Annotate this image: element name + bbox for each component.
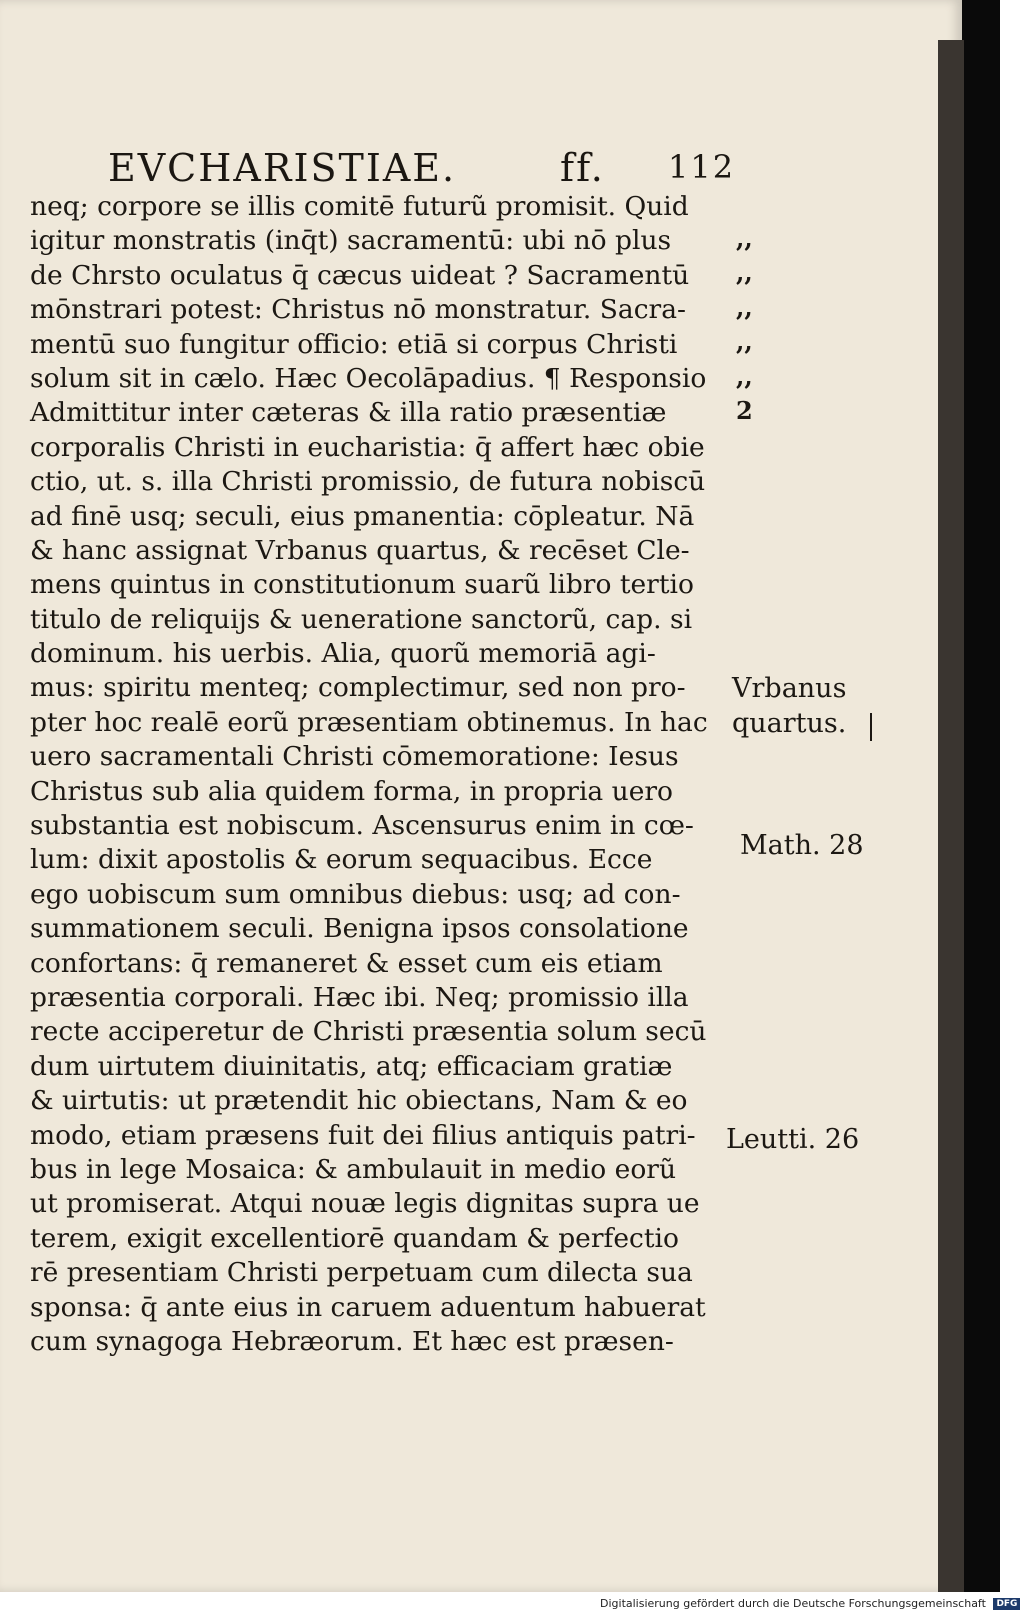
text-line: mōnstrari potest: Christus nō monstratur. Sacra- xyxy=(30,294,686,326)
text-line: recte acciperetur de Christi præsentia solum secū xyxy=(30,1016,707,1048)
quote-mark: ,, xyxy=(736,327,753,357)
text-line: sponsa: q̄ ante eius in caruem aduentum habuerat xyxy=(30,1291,706,1323)
text-line: cum synagoga Hebræorum. Et hæc est præsen- xyxy=(30,1325,674,1357)
text-line: mentū suo fungitur officio: etiā si corpus Christi xyxy=(30,328,678,360)
text-line: de Chrsto oculatus q̄ cæcus uideat ? Sacramentū xyxy=(30,259,690,291)
text-line: ad finē usq; seculi, eius pmanentia: cōpleatur. Nā xyxy=(30,500,695,532)
marginal-note-leuit: Leutti. 26 xyxy=(726,1124,860,1155)
quotation-marks xyxy=(736,222,770,428)
text-line: præsentia corporali. Hæc ibi. Neq; promissio illa xyxy=(30,981,689,1013)
text-line: corporalis Christi in eucharistia: q̄ affert hæc obie xyxy=(30,431,705,463)
running-head xyxy=(108,146,736,190)
text-line: summationem seculi. Benigna ipsos consolatione xyxy=(30,913,689,945)
marginal-bracket xyxy=(870,713,872,741)
text-line: dominum. his uerbis. Alia, quorũ memoriā agi- xyxy=(30,638,656,670)
text-line: Christus sub alia quidem forma, in propria uero xyxy=(30,775,674,807)
quote-mark: ,, xyxy=(736,292,753,322)
signature-mark: ff. xyxy=(560,146,605,190)
text-line: uero sacramentali Christi cōmemoratione: Iesus xyxy=(30,741,679,773)
text-line: confortans: q̄ remaneret & esset cum eis etiam xyxy=(30,947,663,979)
text-line: dum uirtutem diuinitatis, atq; efficaciam gratiæ xyxy=(30,1050,673,1082)
text-line: bus in lege Mosaica: & ambulauit in medio eorũ xyxy=(30,1153,677,1185)
text-line: igitur monstratis (inq̄t) sacramentū: ubi nō plus xyxy=(30,225,672,257)
marginal-note-math: Math. 28 xyxy=(740,830,864,861)
text-line: lum: dixit apostolis & eorum sequacibus. Ecce xyxy=(30,844,653,876)
body-text xyxy=(30,190,730,1359)
quote-mark: ,, xyxy=(736,224,753,253)
quote-mark: ,, xyxy=(736,361,753,391)
text-line: ctio, ut. s. illa Christi promissio, de futura nobiscū xyxy=(30,466,706,498)
text-line: pter hoc realē eorũ præsentiam obtinemus. In hac xyxy=(30,706,708,738)
text-line: substantia est nobiscum. Ascensurus enim in cœ- xyxy=(30,810,694,842)
text-line: rē presentiam Christi perpetuam cum dilecta sua xyxy=(30,1257,693,1289)
marginal-note-urbanus: Vrbanus xyxy=(732,673,847,704)
text-line: mus: spiritu menteq; complectimur, sed non pro- xyxy=(30,672,686,704)
text-line: mens quintus in constitutionum suarũ libro tertio xyxy=(30,569,694,601)
text-line: titulo de reliquijs & ueneratione sanctorũ, cap. si xyxy=(30,603,693,635)
folio-number: 112 xyxy=(668,148,736,186)
text-line: neq; corpore se illis comitē futurũ promisit. Quid xyxy=(30,191,689,222)
text-line: Admittitur inter cæteras & illa ratio præsentiæ xyxy=(30,397,667,429)
marginal-note-quartus: quartus. xyxy=(732,708,847,739)
running-head-title: EVCHARISTIAE. xyxy=(108,146,457,190)
digitization-credit xyxy=(600,1595,1018,1613)
text-line: terem, exigit excellentiorē quandam & perfectio xyxy=(30,1222,679,1254)
text-line: ego uobiscum sum omnibus diebus: usq; ad con- xyxy=(30,878,681,910)
text-line: ut promiserat. Atqui nouæ legis dignitas supra ue xyxy=(30,1188,700,1220)
text-line: & hanc assignat Vrbanus quartus, & recēset Cle- xyxy=(30,534,690,566)
text-line: & uirtutis: ut prætendit hic obiectans, Nam & eo xyxy=(30,1085,688,1117)
credit-text: Digitalisierung gefördert durch die Deutsche Forschungsgemeinschaft xyxy=(600,1597,986,1610)
page-edge xyxy=(938,40,964,1592)
dfg-logo: DFG xyxy=(993,1598,1020,1610)
text-line: modo, etiam præsens fuit dei filius antiquis patri- xyxy=(30,1119,696,1151)
quote-mark: ,, xyxy=(736,258,753,288)
text-line: solum sit in cælo. Hæc Oecolāpadius. ¶ Responsio xyxy=(30,362,707,394)
quote-mark-end: 2 xyxy=(736,395,753,425)
